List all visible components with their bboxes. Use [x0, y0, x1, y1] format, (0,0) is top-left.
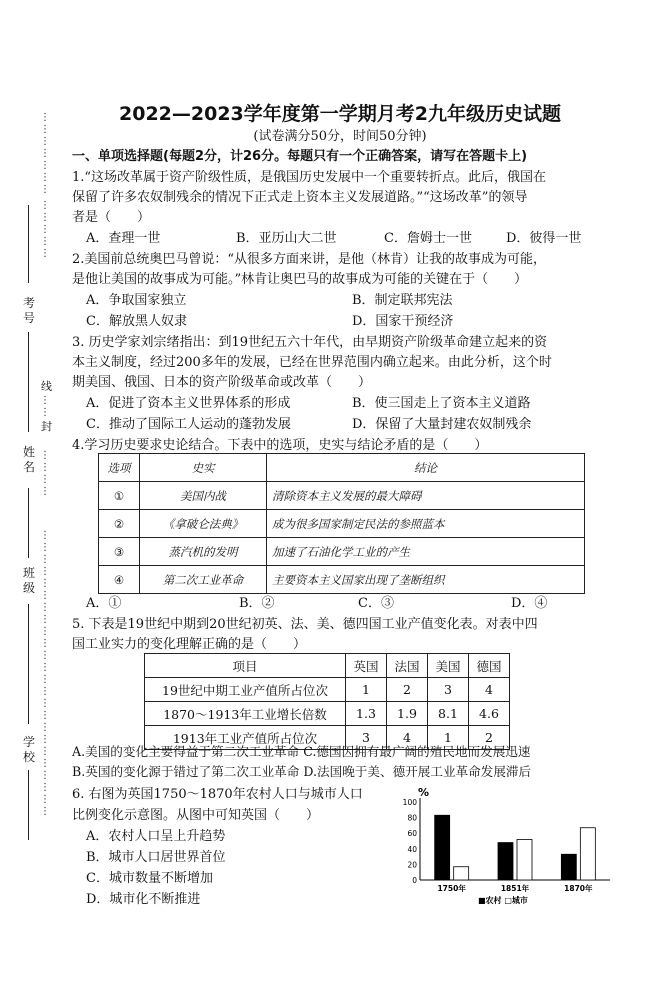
margin-line — [28, 205, 29, 283]
banji-label: 班级 — [22, 566, 35, 595]
q1-stem-line1: 1.“这场改革属于资产阶级性质，是俄国历史发展中一个重要转折点。此后，俄国在 — [72, 170, 547, 185]
table-header-cell: 法国 — [387, 654, 428, 678]
q3-stem-line3: 期美国、俄国、日本的资产阶级革命或改革（ ） — [72, 375, 372, 390]
table-cell: 1 — [428, 726, 469, 750]
bar-城市-1870年 — [580, 828, 595, 880]
table-cell: 1 — [346, 678, 387, 702]
unit-label: % — [418, 786, 430, 799]
y-tick-label: 40 — [407, 844, 417, 854]
page-subtitle: (试卷满分50分，时间50分钟) — [253, 129, 427, 144]
table-cell: 1913年工业产值所占位次 — [145, 726, 346, 750]
q4-option-b: B．② — [239, 596, 275, 611]
table-cell: 美国内战 — [140, 482, 267, 510]
bar-农村-1851年 — [498, 843, 513, 880]
q6-stem-line1: 6. 右图为英国1750～1870年农村人口与城市人口 — [72, 787, 363, 802]
margin-line — [28, 770, 29, 840]
table-cell: 19世纪中期工业产值所占位次 — [145, 678, 346, 702]
q6-option-d: D．城市化不断推进 — [86, 892, 201, 907]
q3-stem-line2: 本主义制度，经过200多年的发展，已经在世界范围内确立起来。由此分析，这个时 — [72, 355, 552, 370]
table-cell: 3 — [428, 678, 469, 702]
margin-line — [28, 488, 29, 558]
table-cell: 8.1 — [428, 702, 469, 726]
x-tick-label: 1750年 — [437, 884, 466, 893]
q5-table — [144, 653, 510, 750]
q4-option-a: A．① — [86, 596, 122, 611]
q1-option-b: B．亚历山大二世 — [236, 231, 337, 246]
q3-option-a: A．促进了资本主义世界体系的形成 — [86, 396, 291, 411]
seal-feng: 封 — [41, 420, 52, 433]
q2-option-c: C．解放黑人奴隶 — [86, 314, 187, 329]
q4-stem: 4.学习历史要求史论结合。下表中的选项，史实与结论矛盾的是（ ） — [72, 438, 488, 453]
y-tick-label: 20 — [407, 860, 417, 870]
table-cell: 加速了石油化学工业的产生 — [267, 538, 585, 566]
table-row — [99, 538, 585, 566]
table-cell: ③ — [99, 538, 140, 566]
table-cell: 蒸汽机的发明 — [140, 538, 267, 566]
q6-option-b: B．城市人口居世界首位 — [86, 850, 226, 865]
q5-options-ac: A.美国的变化主要得益于第二次工业革命 C.德国因拥有最广阔的殖民地而发展迅速 — [72, 744, 531, 759]
q1-option-d: D．彼得一世 — [506, 231, 582, 246]
population-chart — [396, 784, 618, 910]
q3-option-d: D．保留了大量封建农奴制残余 — [352, 417, 532, 432]
xuexiao-label: 学校 — [22, 735, 35, 764]
q3-option-c: C．推动了国际工人运动的蓬勃发展 — [86, 417, 291, 432]
table-header-cell: 美国 — [428, 654, 469, 678]
q5-options-bd: B.英国的变化源于错过了第二次工业革命 D.法国晚于美、德开展工业革命发展滞后 — [72, 764, 532, 779]
y-tick-label: 60 — [407, 829, 417, 839]
bar-农村-1750年 — [435, 815, 450, 880]
table-cell: 4.6 — [469, 702, 510, 726]
table-cell: 成为很多国家制定民法的参照蓝本 — [267, 510, 585, 538]
q5-stem-line2: 国工业实力的变化理解正确的是（ ） — [72, 637, 307, 652]
table-cell: 4 — [387, 726, 428, 750]
q6-option-a: A．农村人口呈上升趋势 — [86, 829, 226, 844]
margin-line — [28, 604, 29, 724]
kaohao-label: 考号 — [22, 296, 35, 325]
table-row — [145, 702, 510, 726]
table-cell: 主要资本主义国家出现了垄断组织 — [267, 566, 585, 594]
q6-stem-line2: 比例变化示意图。从图中可知英国（ ） — [72, 808, 320, 823]
table-row — [99, 454, 585, 482]
x-tick-label: 1870年 — [564, 884, 593, 893]
q2-option-a: A．争取国家独立 — [86, 293, 187, 308]
margin-dots: ⋮ ⋮ ⋮ ⋮ ⋮ — [40, 200, 52, 259]
y-tick-label: 100 — [402, 798, 417, 807]
q2-option-d: D．国家干预经济 — [352, 314, 454, 329]
q1-stem-line3: 者是（ ） — [72, 210, 151, 225]
bar-城市-1851年 — [517, 839, 532, 880]
margin-dots: ⋮ ⋮ — [40, 395, 52, 418]
q2-option-b: B．制定联邦宪法 — [352, 293, 453, 308]
q2-stem-line1: 2.美国前总统奥巴马曾说：“从很多方面来讲，是他（林肯）让我的故事成为可能， — [72, 252, 547, 267]
q1-stem-line2: 保留了许多农奴制残余的情况下正式走上资本主义发展道路。”“这场改革”的领导 — [72, 190, 528, 205]
q1-option-a: A．查理一世 — [86, 231, 161, 246]
q4-table — [98, 453, 585, 594]
table-row — [145, 678, 510, 702]
table-cell: 1.9 — [387, 702, 428, 726]
table-header-cell: 史实 — [140, 454, 267, 482]
table-row — [99, 566, 585, 594]
table-cell: 《拿破仑法典》 — [140, 510, 267, 538]
table-cell: 3 — [346, 726, 387, 750]
table-cell: 2 — [469, 726, 510, 750]
q3-stem-line1: 3. 历史学家刘宗绪指出：到19世纪五六十年代，由早期资产阶级革命建立起来的资 — [72, 335, 548, 350]
margin-dots: ⋮ ⋮ ⋮ ⋮ ⋮ ⋮ ⋮ ⋮ ⋮ ⋮ ⋮ ⋮ ⋮ ⋮ ⋮ ⋮ ⋮ ⋮ ⋮ ⋮ ⋮ ⋮ ⋮ ⋮ — [40, 530, 52, 817]
xingming-label: 姓名 — [22, 445, 35, 474]
table-header-cell: 德国 — [469, 654, 510, 678]
q6-option-c: C．城市数量不断增加 — [86, 871, 213, 886]
q4-option-d: D．④ — [511, 596, 548, 611]
margin-line — [28, 332, 29, 432]
bar-农村-1870年 — [561, 854, 576, 880]
q1-option-c: C．詹姆士一世 — [384, 231, 472, 246]
section-heading: 一、单项选择题(每题2分，计26分。每题只有一个正确答案，请写在答题卡上) — [72, 149, 528, 164]
table-cell: ④ — [99, 566, 140, 594]
table-header-cell: 项目 — [145, 654, 346, 678]
table-cell: 1870～1913年工业增长倍数 — [145, 702, 346, 726]
q3-option-b: B．使三国走上了资本主义道路 — [352, 396, 531, 411]
y-tick-label: 0 — [412, 876, 417, 885]
table-header-cell: 结论 — [267, 454, 585, 482]
chart-legend: ■农村 □城市 — [478, 896, 528, 905]
table-header-cell: 选项 — [99, 454, 140, 482]
table-cell: 4 — [469, 678, 510, 702]
q5-stem-line1: 5. 下表是19世纪中期到20世纪初英、法、美、德四国工业产值变化表。对表中四 — [72, 617, 538, 632]
table-row — [99, 482, 585, 510]
table-cell: ① — [99, 482, 140, 510]
table-row — [99, 510, 585, 538]
table-cell: 清除资本主义发展的最大障碍 — [267, 482, 585, 510]
table-header-cell: 英国 — [346, 654, 387, 678]
q4-option-c: C．③ — [358, 596, 394, 611]
page-title: 2022—2023学年度第一学期月考2九年级历史试题 — [119, 103, 561, 125]
margin-dots: ⋮ ⋮ ⋮ ⋮ ⋮ ⋮ ⋮ — [40, 112, 52, 195]
margin-dots: ⋮ ⋮ ⋮ ⋮ — [40, 450, 52, 497]
seal-xian: 线 — [41, 380, 52, 393]
q2-stem-line2: 是他让美国的故事成为可能。”林肯让奥巴马的故事成为可能的关键在于（ ） — [72, 272, 528, 287]
table-row — [145, 654, 510, 678]
table-cell: ② — [99, 510, 140, 538]
y-tick-label: 80 — [407, 813, 417, 823]
x-tick-label: 1851年 — [500, 884, 530, 893]
bar-城市-1750年 — [454, 867, 469, 880]
table-cell: 2 — [387, 678, 428, 702]
table-cell: 1.3 — [346, 702, 387, 726]
table-cell: 第二次工业革命 — [140, 566, 267, 594]
